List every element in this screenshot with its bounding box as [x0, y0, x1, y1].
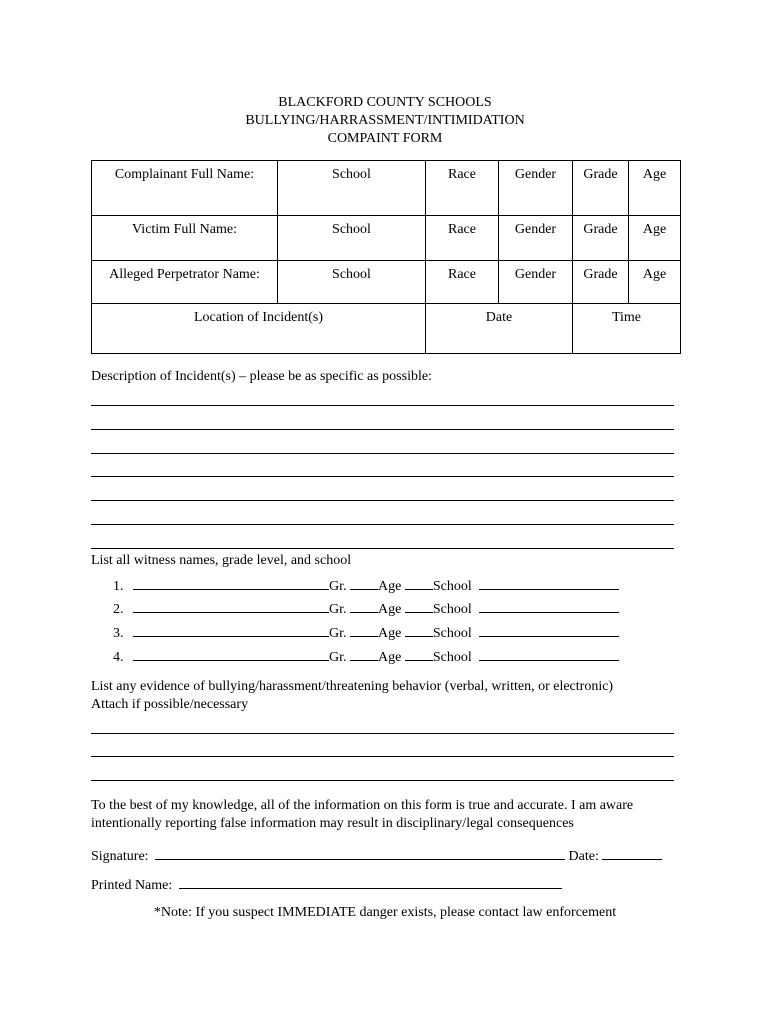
form-header-line-1: BLACKFORD COUNTY SCHOOLS: [278, 95, 492, 110]
witness-name-field[interactable]: [133, 576, 329, 590]
witness-school-field[interactable]: [479, 647, 619, 661]
witness-grade-field[interactable]: [350, 576, 378, 590]
witness-grade-field[interactable]: [350, 599, 378, 613]
complainant-gender-cell[interactable]: Gender: [499, 161, 573, 216]
emergency-note: *Note: If you suspect IMMEDIATE danger exists, please contact law enforcement: [153, 905, 617, 920]
signature-date-label: Date:: [568, 849, 599, 864]
attestation-line-2: intentionally reporting false information may result in disciplinary/legal consequences: [91, 816, 574, 831]
victim-age-cell[interactable]: Age: [629, 216, 681, 261]
witness-age-field[interactable]: [405, 599, 433, 613]
witness-school-field[interactable]: [479, 623, 619, 637]
date-cell[interactable]: Date: [426, 304, 573, 354]
age-label: Age: [378, 602, 402, 617]
age-label: Age: [378, 650, 402, 665]
description-line[interactable]: [91, 405, 674, 406]
school-label: School: [432, 602, 472, 617]
perpetrator-name-cell[interactable]: Alleged Perpetrator Name:: [92, 261, 278, 304]
witness-number: 1.: [113, 579, 124, 594]
age-label: Age: [378, 579, 402, 594]
victim-race-cell[interactable]: Race: [426, 216, 499, 261]
witness-age-field[interactable]: [405, 623, 433, 637]
evidence-attach-note: Attach if possible/necessary: [91, 697, 249, 712]
complainant-age-cell[interactable]: Age: [629, 161, 681, 216]
complainant-grade-cell[interactable]: Grade: [573, 161, 629, 216]
form-title: COMPAINT FORM: [327, 131, 443, 146]
perpetrator-school-cell[interactable]: School: [278, 261, 426, 304]
signature-field[interactable]: [155, 846, 565, 860]
perpetrator-row: [92, 261, 681, 304]
complainant-row: [92, 161, 681, 216]
witness-age-field[interactable]: [405, 576, 433, 590]
printed-name-label: Printed Name:: [91, 878, 173, 893]
printed-name-row: [91, 875, 562, 894]
evidence-label: List any evidence of bullying/harassment/threatening behavior (verbal, written, or electronic): [91, 679, 614, 694]
victim-gender-cell[interactable]: Gender: [499, 216, 573, 261]
witness-name-field[interactable]: [133, 599, 329, 613]
perpetrator-age-cell[interactable]: Age: [629, 261, 681, 304]
school-label: School: [432, 579, 472, 594]
witness-name-field[interactable]: [133, 623, 329, 637]
witness-name-field[interactable]: [133, 647, 329, 661]
attestation-line-1: To the best of my knowledge, all of the information on this form is true and accurate. I am aware: [91, 798, 634, 813]
age-label: Age: [378, 626, 402, 641]
victim-school-cell[interactable]: School: [278, 216, 426, 261]
perpetrator-grade-cell[interactable]: Grade: [573, 261, 629, 304]
school-label: School: [432, 626, 472, 641]
witness-school-field[interactable]: [479, 599, 619, 613]
victim-row: [92, 216, 681, 261]
witness-row: [113, 623, 619, 642]
witness-number: 2.: [113, 602, 124, 617]
form-header-line-2: BULLYING/HARRASSMENT/INTIMIDATION: [245, 113, 525, 128]
witness-row: [113, 599, 619, 618]
witness-age-field[interactable]: [405, 647, 433, 661]
grade-label: Gr.: [329, 650, 347, 665]
signature-row: [91, 846, 662, 865]
description-line[interactable]: [91, 476, 674, 477]
description-line[interactable]: [91, 500, 674, 501]
grade-label: Gr.: [329, 626, 347, 641]
time-cell[interactable]: Time: [573, 304, 681, 354]
witness-grade-field[interactable]: [350, 623, 378, 637]
witness-row: [113, 576, 619, 595]
witness-row: [113, 647, 619, 666]
witness-number: 3.: [113, 626, 124, 641]
description-line[interactable]: [91, 429, 674, 430]
victim-name-cell[interactable]: Victim Full Name:: [92, 216, 278, 261]
location-cell[interactable]: Location of Incident(s): [92, 304, 426, 354]
school-label: School: [432, 650, 472, 665]
witness-grade-field[interactable]: [350, 647, 378, 661]
grade-label: Gr.: [329, 602, 347, 617]
signature-date-field[interactable]: [602, 846, 662, 860]
printed-name-field[interactable]: [179, 875, 562, 889]
signature-label: Signature:: [91, 849, 149, 864]
witness-label: List all witness names, grade level, and school: [91, 553, 352, 568]
witness-number: 4.: [113, 650, 124, 665]
description-line[interactable]: [91, 524, 674, 525]
evidence-line[interactable]: [91, 756, 674, 757]
complainant-race-cell[interactable]: Race: [426, 161, 499, 216]
complainant-name-cell[interactable]: Complainant Full Name:: [92, 161, 278, 216]
description-line[interactable]: [91, 453, 674, 454]
incident-row: [92, 304, 681, 354]
perpetrator-race-cell[interactable]: Race: [426, 261, 499, 304]
complainant-school-cell[interactable]: School: [278, 161, 426, 216]
perpetrator-gender-cell[interactable]: Gender: [499, 261, 573, 304]
witness-school-field[interactable]: [479, 576, 619, 590]
party-info-table: [91, 160, 681, 354]
description-line[interactable]: [91, 548, 674, 549]
evidence-line[interactable]: [91, 780, 674, 781]
evidence-line[interactable]: [91, 733, 674, 734]
grade-label: Gr.: [329, 579, 347, 594]
description-label: Description of Incident(s) – please be as specific as possible:: [91, 369, 432, 384]
victim-grade-cell[interactable]: Grade: [573, 216, 629, 261]
